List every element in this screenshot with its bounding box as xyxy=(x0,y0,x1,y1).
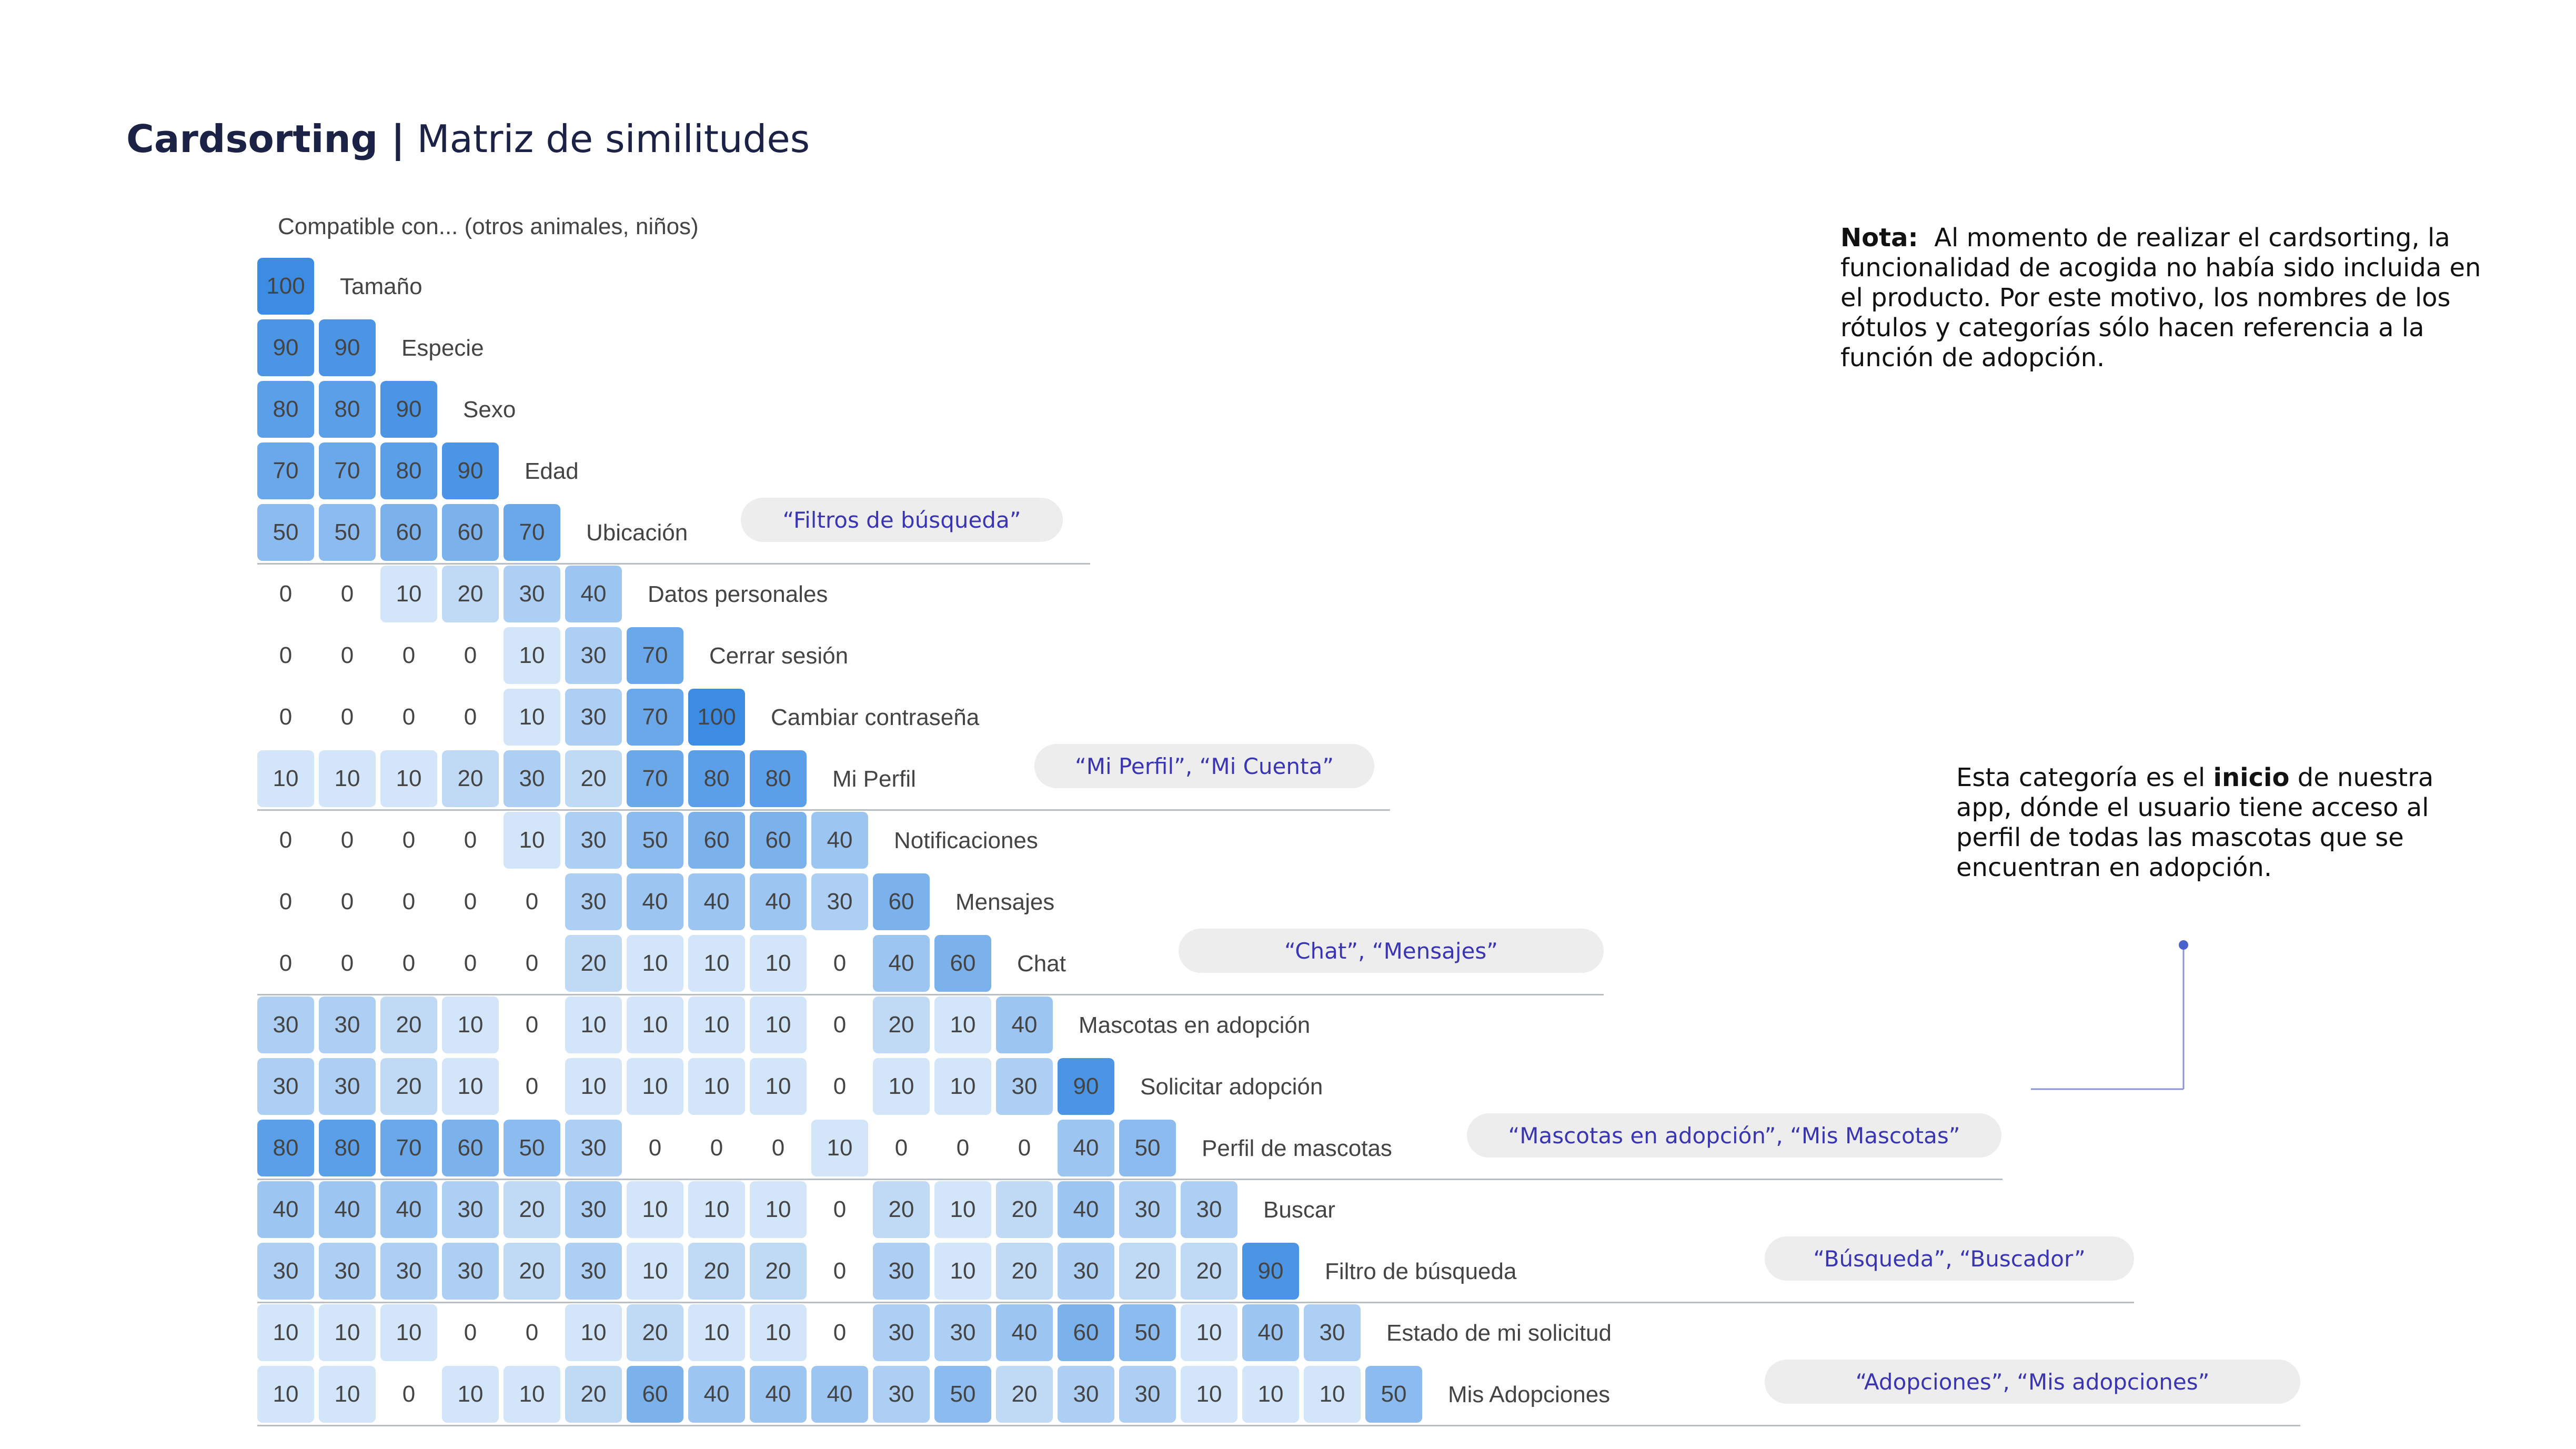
matrix-cell: 0 xyxy=(402,827,416,853)
matrix-cell: 90 xyxy=(257,319,314,376)
matrix-cell: 10 xyxy=(565,1058,622,1115)
matrix-cell: 10 xyxy=(319,1366,376,1423)
matrix-cell: 0 xyxy=(279,642,293,668)
matrix-cell: 0 xyxy=(833,1258,847,1284)
matrix-cell: 90 xyxy=(319,319,376,376)
matrix-cell: 30 xyxy=(257,997,314,1053)
matrix-cell: 0 xyxy=(279,950,293,976)
matrix-cell: 10 xyxy=(504,1366,560,1423)
matrix-cell: 30 xyxy=(1058,1243,1114,1300)
matrix-cell: 100 xyxy=(257,258,314,315)
matrix-cell: 30 xyxy=(257,1058,314,1115)
matrix-cell: 70 xyxy=(257,442,314,499)
matrix-cell: 0 xyxy=(402,889,416,914)
row-label: Mi Perfil xyxy=(832,766,916,792)
matrix-cell: 30 xyxy=(442,1181,499,1238)
matrix-cell: 40 xyxy=(319,1181,376,1238)
group-label-pill: “Filtros de búsqueda” xyxy=(741,498,1063,542)
matrix-cell: 0 xyxy=(833,950,847,976)
matrix-cell: 10 xyxy=(1181,1366,1237,1423)
row-label: Mensajes xyxy=(955,889,1055,915)
inicio-after: de nuestra app, dónde el usuario tiene acceso al perfil de todas las mascotas que se encuentran en adopción. xyxy=(1956,763,2434,882)
matrix-cell: 20 xyxy=(688,1243,745,1300)
matrix-cell: 10 xyxy=(627,997,683,1053)
row-label: Mis Adopciones xyxy=(1448,1382,1611,1407)
matrix-cell: 60 xyxy=(873,873,930,930)
matrix-cell: 30 xyxy=(319,1243,376,1300)
matrix-cell: 90 xyxy=(1058,1058,1114,1115)
matrix-cell: 90 xyxy=(1242,1243,1299,1300)
matrix-cell: 0 xyxy=(340,889,354,914)
matrix-cell: 50 xyxy=(504,1120,560,1176)
matrix-header: Compatible con... (otros animales, niños) xyxy=(278,214,699,239)
matrix-cell: 20 xyxy=(504,1243,560,1300)
matrix-cell: 10 xyxy=(257,1304,314,1361)
matrix-cell: 10 xyxy=(504,689,560,746)
matrix-cell: 40 xyxy=(996,1304,1053,1361)
matrix-cell: 10 xyxy=(565,1304,622,1361)
matrix-cell: 20 xyxy=(504,1181,560,1238)
note-body: Al momento de realizar el cardsorting, la funcionalidad de acogida no había sido incluida en el producto. Por este motivo, los nombres de los rótulos y categorías sólo hacen referencia a la función de adopción. xyxy=(1840,223,2481,373)
matrix-cell: 30 xyxy=(257,1243,314,1300)
matrix-cell: 30 xyxy=(442,1243,499,1300)
matrix-cell: 40 xyxy=(380,1181,437,1238)
matrix-cell: 50 xyxy=(1119,1120,1176,1176)
row-label: Ubicación xyxy=(586,520,688,546)
matrix-cell: 100 xyxy=(688,689,745,746)
matrix-cell: 0 xyxy=(833,1012,847,1038)
matrix-cell: 10 xyxy=(504,627,560,684)
matrix-cell: 20 xyxy=(627,1304,683,1361)
matrix-cell: 20 xyxy=(750,1243,807,1300)
row-label: Tamaño xyxy=(340,274,422,299)
matrix-cell: 30 xyxy=(319,997,376,1053)
matrix-cell: 0 xyxy=(279,889,293,914)
matrix-cell: 0 xyxy=(340,581,354,607)
matrix-cell: 30 xyxy=(380,1243,437,1300)
matrix-cell: 20 xyxy=(380,997,437,1053)
title-rest: Matriz de similitudes xyxy=(417,117,810,161)
matrix-cell: 10 xyxy=(750,997,807,1053)
matrix-cell: 30 xyxy=(319,1058,376,1115)
matrix-cell: 0 xyxy=(525,889,539,914)
matrix-cell: 0 xyxy=(402,642,416,668)
matrix-cell: 80 xyxy=(319,381,376,438)
row-label: Notificaciones xyxy=(894,828,1038,853)
matrix-cell: 90 xyxy=(380,381,437,438)
matrix-cell: 10 xyxy=(688,935,745,992)
group-separator xyxy=(257,994,1604,995)
matrix-cell: 10 xyxy=(934,1181,991,1238)
matrix-cell: 0 xyxy=(464,950,477,976)
matrix-cell: 10 xyxy=(319,1304,376,1361)
matrix-cell: 90 xyxy=(442,442,499,499)
matrix-cell: 10 xyxy=(1304,1366,1361,1423)
matrix-cell: 20 xyxy=(565,750,622,807)
matrix-cell: 20 xyxy=(380,1058,437,1115)
matrix-cell: 10 xyxy=(257,1366,314,1423)
matrix-cell: 10 xyxy=(1242,1366,1299,1423)
matrix-cell: 60 xyxy=(934,935,991,992)
group-separator xyxy=(257,1179,2003,1180)
matrix-cell: 10 xyxy=(873,1058,930,1115)
matrix-cell: 20 xyxy=(996,1366,1053,1423)
matrix-cell: 70 xyxy=(504,504,560,561)
row-label: Perfil de mascotas xyxy=(1202,1135,1392,1161)
matrix-cell: 10 xyxy=(380,1304,437,1361)
matrix-cell: 10 xyxy=(319,750,376,807)
matrix-cell: 50 xyxy=(257,504,314,561)
matrix-cell: 80 xyxy=(257,381,314,438)
matrix-cell: 10 xyxy=(504,812,560,869)
matrix-cell: 0 xyxy=(402,1381,416,1407)
matrix-cell: 0 xyxy=(464,889,477,914)
matrix-cell: 80 xyxy=(688,750,745,807)
matrix-cell: 30 xyxy=(504,566,560,622)
matrix-cell: 60 xyxy=(750,812,807,869)
matrix-cell: 20 xyxy=(873,997,930,1053)
matrix-cell: 20 xyxy=(442,566,499,622)
matrix-cell: 0 xyxy=(525,1012,539,1038)
matrix-cell: 0 xyxy=(525,1073,539,1099)
matrix-cell: 0 xyxy=(464,827,477,853)
group-separator xyxy=(257,1302,2134,1303)
matrix-cell: 30 xyxy=(996,1058,1053,1115)
matrix-cell: 0 xyxy=(402,950,416,976)
matrix-cell: 30 xyxy=(565,1181,622,1238)
matrix-cell: 40 xyxy=(750,1366,807,1423)
matrix-cell: 40 xyxy=(627,873,683,930)
matrix-cell: 30 xyxy=(565,627,622,684)
title-bold: Cardsorting | xyxy=(126,117,405,161)
matrix-cell: 30 xyxy=(1119,1366,1176,1423)
group-label-pill: “Chat”, “Mensajes” xyxy=(1179,929,1604,973)
row-label: Buscar xyxy=(1263,1197,1335,1223)
matrix-cell: 10 xyxy=(934,997,991,1053)
group-separator xyxy=(257,809,1390,811)
matrix-cell: 10 xyxy=(380,566,437,622)
matrix-cell: 10 xyxy=(1181,1304,1237,1361)
matrix-cell: 50 xyxy=(319,504,376,561)
matrix-cell: 0 xyxy=(894,1135,908,1161)
matrix-cell: 0 xyxy=(464,1320,477,1345)
matrix-cell: 30 xyxy=(565,873,622,930)
inicio-before: Esta categoría es el xyxy=(1956,763,2206,792)
matrix-cell: 40 xyxy=(1058,1181,1114,1238)
matrix-cell: 10 xyxy=(688,997,745,1053)
matrix-cell: 40 xyxy=(1242,1304,1299,1361)
matrix-cell: 0 xyxy=(402,704,416,730)
matrix-cell: 10 xyxy=(627,1181,683,1238)
matrix-cell: 0 xyxy=(279,827,293,853)
matrix-cell: 30 xyxy=(811,873,868,930)
matrix-cell: 10 xyxy=(750,1181,807,1238)
matrix-cell: 30 xyxy=(504,750,560,807)
matrix-cell: 0 xyxy=(464,704,477,730)
matrix-cell: 10 xyxy=(934,1243,991,1300)
matrix-cell: 20 xyxy=(442,750,499,807)
row-label: Datos personales xyxy=(648,581,828,607)
matrix-cell: 30 xyxy=(565,812,622,869)
matrix-cell: 0 xyxy=(833,1320,847,1345)
matrix-cell: 40 xyxy=(750,873,807,930)
matrix-cell: 10 xyxy=(627,1243,683,1300)
matrix-cell: 0 xyxy=(464,642,477,668)
matrix-cell: 0 xyxy=(525,1320,539,1345)
note-label: Nota: xyxy=(1840,223,1918,253)
matrix-cell: 0 xyxy=(833,1073,847,1099)
matrix-cell: 0 xyxy=(525,950,539,976)
matrix-cell: 10 xyxy=(627,1058,683,1115)
matrix-cell: 80 xyxy=(380,442,437,499)
matrix-cell: 60 xyxy=(380,504,437,561)
matrix-cell: 40 xyxy=(996,997,1053,1053)
group-label-pill: “Adopciones”, “Mis adopciones” xyxy=(1765,1360,2300,1404)
matrix-cell: 30 xyxy=(873,1366,930,1423)
matrix-cell: 20 xyxy=(565,1366,622,1423)
matrix-cell: 70 xyxy=(627,689,683,746)
group-label-pill: “Mascotas en adopción”, “Mis Mascotas” xyxy=(1467,1113,2001,1158)
matrix-cell: 10 xyxy=(811,1120,868,1176)
row-label: Cambiar contraseña xyxy=(771,705,980,730)
matrix-cell: 10 xyxy=(442,1058,499,1115)
matrix-cell: 50 xyxy=(1365,1366,1422,1423)
group-separator xyxy=(257,1425,2300,1426)
matrix-cell: 40 xyxy=(565,566,622,622)
matrix-cell: 70 xyxy=(627,627,683,684)
matrix-cell: 30 xyxy=(1181,1181,1237,1238)
matrix-cell: 10 xyxy=(934,1058,991,1115)
matrix-cell: 20 xyxy=(1181,1243,1237,1300)
matrix-cell: 0 xyxy=(279,581,293,607)
matrix-cell: 40 xyxy=(688,1366,745,1423)
matrix-cell: 10 xyxy=(750,1058,807,1115)
matrix-cell: 20 xyxy=(1119,1243,1176,1300)
matrix-cell: 30 xyxy=(565,1243,622,1300)
matrix-cell: 60 xyxy=(1058,1304,1114,1361)
matrix-cell: 30 xyxy=(1119,1181,1176,1238)
matrix-cell: 30 xyxy=(1304,1304,1361,1361)
matrix-cell: 10 xyxy=(750,1304,807,1361)
row-label: Chat xyxy=(1017,951,1066,977)
matrix-cell: 10 xyxy=(380,750,437,807)
matrix-cell: 50 xyxy=(1119,1304,1176,1361)
matrix-cell: 40 xyxy=(811,812,868,869)
matrix-cell: 60 xyxy=(442,1120,499,1176)
matrix-cell: 0 xyxy=(340,827,354,853)
row-label: Filtro de búsqueda xyxy=(1325,1259,1517,1284)
matrix-cell: 60 xyxy=(442,504,499,561)
matrix-cell: 10 xyxy=(257,750,314,807)
matrix-cell: 10 xyxy=(442,997,499,1053)
matrix-cell: 0 xyxy=(340,642,354,668)
matrix-cell: 10 xyxy=(688,1181,745,1238)
group-separator xyxy=(257,563,1090,565)
matrix-cell: 60 xyxy=(688,812,745,869)
matrix-cell: 40 xyxy=(811,1366,868,1423)
matrix-cell: 30 xyxy=(1058,1366,1114,1423)
matrix-cell: 30 xyxy=(873,1243,930,1300)
matrix-cell: 0 xyxy=(340,950,354,976)
row-label: Edad xyxy=(525,458,579,484)
matrix-cell: 10 xyxy=(627,935,683,992)
group-label-pill: “Mi Perfil”, “Mi Cuenta” xyxy=(1034,744,1374,788)
matrix-cell: 50 xyxy=(627,812,683,869)
row-label: Mascotas en adopción xyxy=(1079,1012,1311,1038)
matrix-cell: 20 xyxy=(996,1181,1053,1238)
matrix-cell: 40 xyxy=(257,1181,314,1238)
row-label: Sexo xyxy=(463,397,516,422)
row-label: Cerrar sesión xyxy=(709,643,849,669)
matrix-cell: 10 xyxy=(688,1058,745,1115)
matrix-cell: 0 xyxy=(771,1135,785,1161)
matrix-cell: 70 xyxy=(380,1120,437,1176)
matrix-cell: 40 xyxy=(1058,1120,1114,1176)
group-label-pill: “Búsqueda”, “Buscador” xyxy=(1765,1236,2134,1281)
matrix-cell: 0 xyxy=(833,1196,847,1222)
matrix-cell: 0 xyxy=(710,1135,723,1161)
matrix-cell: 10 xyxy=(750,935,807,992)
matrix-cell: 50 xyxy=(934,1366,991,1423)
matrix-cell: 0 xyxy=(648,1135,662,1161)
matrix-cell: 10 xyxy=(442,1366,499,1423)
matrix-cell: 20 xyxy=(996,1243,1053,1300)
row-label: Estado de mi solicitud xyxy=(1386,1320,1612,1346)
matrix-cell: 30 xyxy=(873,1304,930,1361)
matrix-cell: 10 xyxy=(688,1304,745,1361)
matrix-cell: 80 xyxy=(750,750,807,807)
matrix-cell: 70 xyxy=(319,442,376,499)
matrix-cell: 0 xyxy=(340,704,354,730)
matrix-cell: 0 xyxy=(956,1135,970,1161)
matrix-cell: 60 xyxy=(627,1366,683,1423)
matrix-cell: 30 xyxy=(565,689,622,746)
matrix-cell: 70 xyxy=(627,750,683,807)
matrix-cell: 30 xyxy=(934,1304,991,1361)
matrix-cell: 40 xyxy=(873,935,930,992)
matrix-cell: 30 xyxy=(565,1120,622,1176)
matrix-cell: 80 xyxy=(257,1120,314,1176)
matrix-cell: 20 xyxy=(565,935,622,992)
row-label: Solicitar adopción xyxy=(1140,1074,1323,1100)
row-label: Especie xyxy=(401,335,484,361)
matrix-cell: 10 xyxy=(565,997,622,1053)
matrix-cell: 80 xyxy=(319,1120,376,1176)
matrix-cell: 40 xyxy=(688,873,745,930)
matrix-cell: 20 xyxy=(873,1181,930,1238)
matrix-cell: 0 xyxy=(1018,1135,1031,1161)
inicio-bold: inicio xyxy=(2213,763,2290,792)
matrix-cell: 0 xyxy=(279,704,293,730)
